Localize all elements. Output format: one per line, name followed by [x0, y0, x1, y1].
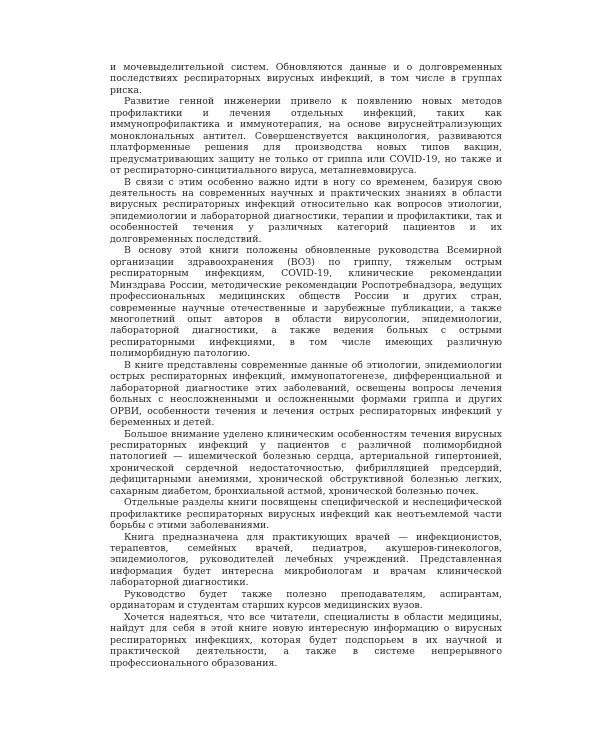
paragraph-audience: Книга предназначена для практикующих врачей — инфекционистов, терапевтов, семейных врачей, педиатров, акушеров-гинекологов, эпидемиологов, руководителей лечебных учреждений. Представленная информация будет интересна микробиологам и врачам клинической лабораторной диагностики. [110, 531, 502, 589]
paragraph-book-contents: В книге представлены современные данные об этиологии, эпидемиологии острых респираторных инфекций, иммунопатогенезе, дифференциальной и лабораторной диагностике этих заболеваний, освещены вопросы лечения больных с неосложненными и осложненными формами гриппа и других ОРВИ, особенности течения и лечения острых респираторных инфекций у беременных и детей. [110, 359, 502, 429]
paragraph-genetic-engineering: Развитие генной инженерии привело к появлению новых методов профилактики и лечения отдельных инфекций, таких как иммунопрофилактика и иммунотерапия, на основе вируснейтрализующих моноклональных антител. Совершенствуется вакцинология, развиваются платформенные решения для производства новых типов вакцин, предусматривающих защиту не только от гриппа или COVID-19, но также и от респираторно-синцитиального вируса, метапневмовируса. [110, 96, 502, 177]
paragraph-closing: Хочется надеяться, что все читатели, специалисты в области медицины, найдут для себя в этой книге новую интересную информацию о вирусных респираторных инфекциях, которая будет подспорьем в их научной и практической деятельности, а также в системе непрерывного профессионального образования. [110, 611, 502, 669]
paragraph-prevention: Отдельные разделы книги посвящены специфической и неспецифической профилактике респираторных вирусных инфекций как неотъемлемой части борьбы с этими заболеваниями. [110, 497, 502, 532]
paragraph-keep-up-with-time: В связи с этим особенно важно идти в ногу со временем, базируя свою деятельность на современных научных и практических знаниях в области вирусных респираторных инфекций относительно как вопросов этиологии, эпидемиологии и лабораторной диагностики, терапии и профилактики, так и особенностей течения у различных категорий пациентов и их долговременных последствий. [110, 176, 502, 245]
page-body [110, 62, 502, 669]
paragraph-teachers: Руководство будет также полезно преподавателям, аспирантам, ординаторам и студентам старших курсов медицинских вузов. [110, 588, 502, 612]
paragraph-continuation: и мочевыделительной систем. Обновляются данные и о долговременных последствиях респираторных вирусных инфекций, в том числе в группах риска. [110, 62, 502, 96]
paragraph-book-basis: В основу этой книги положены обновленные руководства Всемирной организации здравоохранения (ВОЗ) по гриппу, тяжелым острым респираторным инфекциям, COVID-19, клинические рекомендации Минздрава России, методические рекомендации Роспотребнадзора, ведущих профессиональных медицинских обществ России и других стран, современные научные отечественные и зарубежные публикации, а также многолетний опыт авторов в области вирусологии, эпидемиологии, лабораторной диагностики, а также ведения больных с острыми респираторными инфекциями, в том числе имеющих различную полиморбидную патологию. [110, 245, 502, 360]
paragraph-polymorbid-patients: Большое внимание уделено клиническим особенностям течения вирусных респираторных инфекций у пациентов с различной полиморбидной патологией — ишемической болезнью сердца, артериальной гипертонией, хронической сердечной недостаточностью, фибрилляцией предсердий, дефицитарными анемиями, хронической обструктивной болезнью легких, сахарным диабетом, бронхиальной астмой, хронической болезнью почек. [110, 428, 502, 497]
